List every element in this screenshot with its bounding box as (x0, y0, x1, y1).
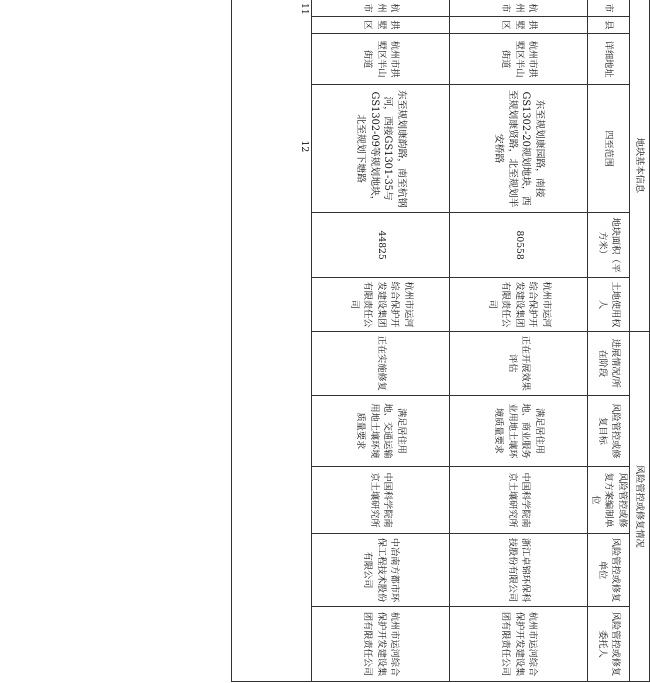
target-cell: 满足居住用地、商业服务业用地土壤环境质量要求 (450, 395, 588, 466)
city-cell: 杭州市 (450, 0, 588, 16)
progress-cell: 正在开展效果评估 (450, 331, 588, 395)
executor-cell: 中冶南方都市环保工程技术股份有限公司 (312, 534, 450, 607)
col-target: 风险管控或修复目标 (588, 395, 630, 466)
col-executor: 风险管控或修复单位 (588, 534, 630, 607)
basic-info-header: 地块基本信息 (630, 0, 650, 331)
executor-cell: 浙江卓锦环保科技股份有限公司 (450, 534, 588, 607)
site-info-table (232, 0, 650, 682)
area-cell: 80558 (450, 212, 588, 277)
client-cell: 杭州市运河综合保护开发建设集团有限责任公司 (450, 607, 588, 682)
plan-unit-cell: 中国科学院南京土壤研究所 (312, 466, 450, 533)
land-user-cell: 杭州市运河综合保护开发建设集团有限责任公司 (450, 278, 588, 331)
col-city: 市 (588, 0, 630, 16)
address-cell: 杭州市拱墅区半山街道 (450, 33, 588, 84)
col-land-user: 土地使用权人 (588, 278, 630, 331)
column-header-row (588, 0, 630, 682)
county-cell: 拱墅区 (450, 16, 588, 33)
boundaries-cell: 东至规划康韵路，南至杭钢河，西接GS1301-35与GS1302-09等规划地块，北至规划下塘路 (312, 85, 450, 213)
col-plan-unit: 风险管控或修复方案编制单位 (588, 466, 630, 533)
progress-cell: 正在实施修复 (312, 331, 450, 395)
address-cell: 杭州市拱墅区半山街道 (312, 33, 450, 84)
col-address: 详细地址 (588, 33, 630, 84)
city-cell: 杭州市 (312, 0, 450, 16)
area-cell: 44825 (312, 212, 450, 277)
county-cell: 拱墅区 (312, 16, 450, 33)
plan-unit-cell: 中国科学院南京土壤研究所 (450, 466, 588, 533)
col-progress: 进展情况/所在阶段 (588, 331, 630, 395)
serial-cell (232, 0, 312, 682)
boundaries-cell: 东至规划康园路，南接GS1302-20规划地块，西至规划康贤路，北至规划半安桥路 (450, 85, 588, 213)
land-user-cell: 杭州市运河综合保护开发建设集团有限责任公司 (312, 278, 450, 331)
group-header-row (630, 0, 650, 682)
risk-control-header: 风险管控或修复情况 (630, 331, 650, 681)
col-client: 风险管控或修复委托人 (588, 607, 630, 682)
serial-12: 12 (299, 140, 311, 153)
table-row (232, 0, 312, 682)
client-cell: 杭州市运河综合保护开发建设集团有限责任公司 (312, 607, 450, 682)
target-cell: 满足居住用地、交通运输用地土壤环境质量要求 (312, 395, 450, 466)
col-county: 县 (588, 16, 630, 33)
col-area: 地块面积（平方米） (588, 212, 630, 277)
table-row (312, 0, 450, 682)
serial-11: 11 (299, 3, 311, 15)
col-boundaries: 四至范围 (588, 85, 630, 213)
table-row (450, 0, 588, 682)
